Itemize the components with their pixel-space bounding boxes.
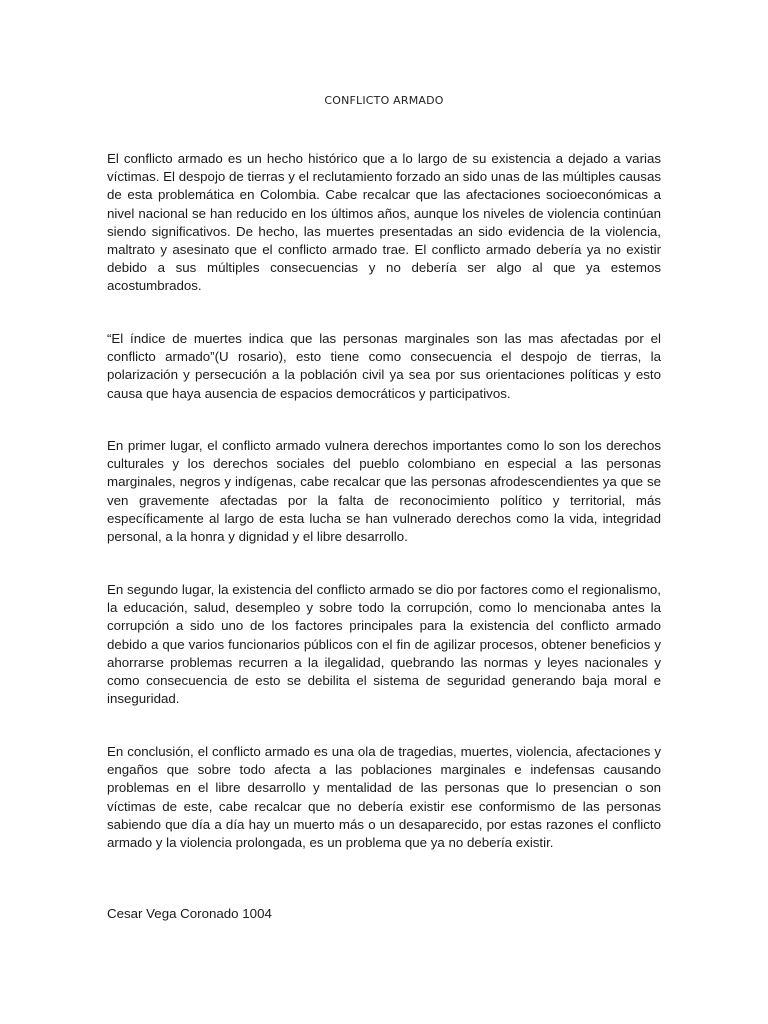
paragraph-conclusion: En conclusión, el conflicto armado es una ola de tragedias, muertes, violencia, afectaciones y engaños que sobre todo afecta a las poblaciones marginales e indefensas causando problemas en el libre desarrollo y mentalidad de las personas que lo presencian o son víctimas de este, cabe recalcar que no debería existir ese conformismo de las personas sabiendo que día a día hay un muerto más o un desaparecido, por estas razones el conflicto armado y la violencia prolongada, es un problema que ya no debería existir. (107, 744, 661, 851)
paragraph-second-point: En segundo lugar, la existencia del conflicto armado se dio por factores como el regionalismo, la educación, salud, desempleo y sobre todo la corrupción, como lo mencionaba antes la corrupción a sido uno de los factores principales para la existencia del conflicto armado debido a que varios funcionarios públicos con el fin de agilizar procesos, obtener beneficios y ahorrarse problemas recurren a la ilegalidad, quebrando las normas y leyes nacionales y como consecuencia de esto se debilita el sistema de seguridad generando baja moral e inseguridad. (107, 582, 661, 707)
paragraph-introduction: El conflicto armado es un hecho histórico que a lo largo de su existencia a dejado a varias víctimas. El despojo de tierras y el reclutamiento forzado an sido unas de las múltiples causas de esta problemática en Colombia. Cabe recalcar que las afectaciones socioeconómicas a nivel nacional se han reducido en los últimos años, aunque los niveles de violencia continúan siendo significativos. De hecho, las muertes presentadas an sido evidencia de la violencia, maltrato y asesinato que el conflicto armado trae. El conflicto armado debería ya no existir debido a sus múltiples consecuencias y no debería ser algo al que ya estemos acostumbrados. (107, 151, 661, 294)
author-signature: Cesar Vega Coronado 1004 (107, 906, 272, 921)
paragraph-quote: “El índice de muertes indica que las personas marginales son las mas afectadas por el conflicto armado”(U rosario), esto tiene como consecuencia el despojo de tierras, la polarización y persecución a la población civil ya sea por sus orientaciones políticas y esto causa que haya ausencia de espacios democráticos y participativos. (107, 331, 661, 401)
paragraph-first-point: En primer lugar, el conflicto armado vulnera derechos importantes como lo son los derechos culturales y los derechos sociales del pueblo colombiano en especial a las personas marginales, negros y indígenas, cabe recalcar que las personas afrodescendientes ya que se ven gravemente afectadas por la falta de reconocimiento político y territorial, más específicamente al largo de esta lucha se han vulnerado derechos como la vida, integridad personal, a la honra y dignidad y el libre desarrollo. (107, 438, 661, 545)
document-title: CONFLICTO ARMADO (324, 94, 444, 107)
